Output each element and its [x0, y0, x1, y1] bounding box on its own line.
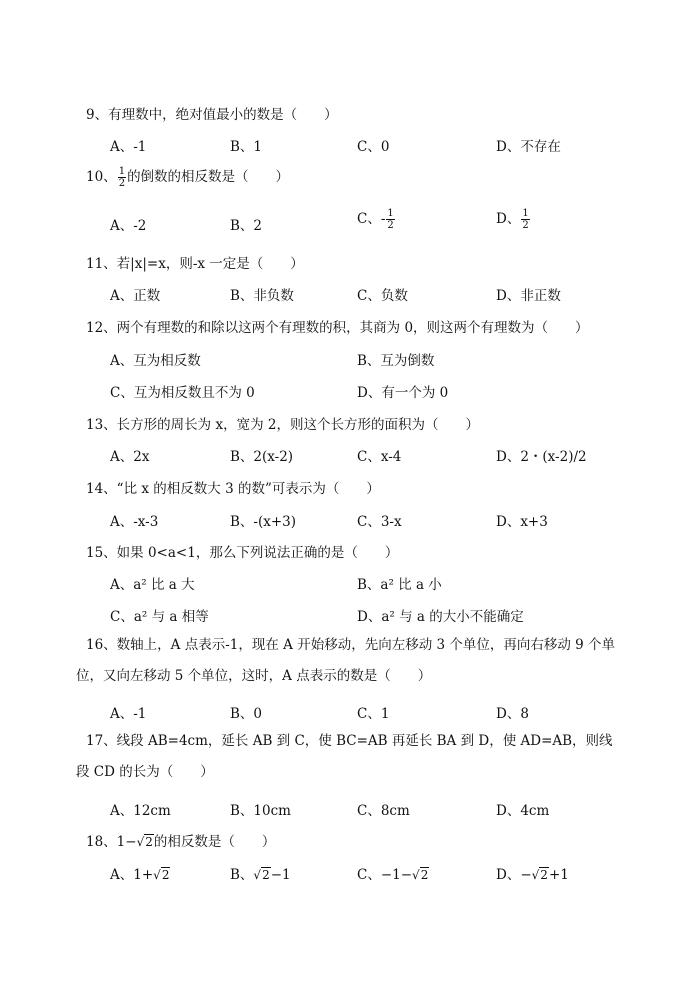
- q14-option-c: C、3-x: [357, 514, 402, 530]
- q17-option-a: A、12cm: [110, 803, 171, 819]
- question-16-stem: 16、数轴上，A 点表示-1，现在 A 开始移动，先向左移动 3 个单位，再向右移动 9 个单位，又向左移动 5 个单位，这时，A 点表示的数是（ ）: [76, 637, 616, 684]
- q12-option-a: A、互为相反数: [110, 353, 201, 369]
- q10-fraction: $\frac{1}{2}$: [118, 166, 126, 189]
- question-17-stem: 17、线段 AB=4cm，延长 AB 到 C，使 BC=AB 再延长 BA 到 D，使 AD=AB，则线段 CD 的长为（ ）: [76, 733, 613, 780]
- question-9-stem: 9、有理数中，绝对值最小的数是（ ）: [86, 107, 338, 123]
- question-14-stem: 14、“比 x 的相反数大 3 的数”可表示为（ ）: [86, 481, 380, 497]
- q14-option-d: D、x+3: [496, 514, 548, 530]
- q18-option-a: A、1+√2: [110, 867, 170, 883]
- q15-option-a: A、a² 比 a 大: [110, 577, 195, 593]
- q17-option-d: D、4cm: [496, 803, 550, 819]
- q10-option-c: C、- $\frac{1}{2}$: [357, 208, 394, 231]
- q16-option-c: C、1: [357, 706, 390, 722]
- q14-option-b: B、-(x+3): [230, 514, 297, 530]
- q10-option-b: B、2: [230, 218, 263, 234]
- q15-option-c: C、a² 与 a 相等: [110, 609, 209, 625]
- q9-option-a: A、-1: [110, 139, 147, 155]
- q13-option-d: D、2・(x-2)/2: [496, 449, 587, 465]
- q12-option-c: C、互为相反数且不为 0: [110, 385, 255, 401]
- q11-option-c: C、负数: [357, 288, 408, 304]
- question-15-stem: 15、如果 0<a<1，那么下列说法正确的是（ ）: [86, 545, 399, 561]
- sqrt-symbol: √2: [136, 835, 153, 849]
- q13-option-c: C、x-4: [357, 449, 402, 465]
- q13-option-b: B、2(x-2): [230, 449, 294, 465]
- q16-option-d: D、8: [496, 706, 529, 722]
- q18-option-d: D、−√2+1: [496, 867, 569, 883]
- q10-number: 10、: [86, 169, 117, 185]
- q11-option-a: A、正数: [110, 288, 161, 304]
- q17-option-b: B、10cm: [230, 803, 291, 819]
- question-12-stem: 12、两个有理数的和除以这两个有理数的积，其商为 0，则这两个有理数为（ ）: [86, 320, 589, 336]
- q9-option-b: B、1: [230, 139, 263, 155]
- q10-option-a: A、-2: [110, 218, 147, 234]
- q13-option-a: A、2x: [110, 449, 150, 465]
- q11-option-b: B、非负数: [230, 288, 294, 304]
- question-11-stem: 11、若|x|=x，则-x 一定是（ ）: [86, 256, 304, 272]
- q14-option-a: A、-x-3: [110, 514, 159, 530]
- question-13-stem: 13、长方形的周长为 x，宽为 2，则这个长方形的面积为（ ）: [86, 417, 479, 433]
- q18-option-c: C、−1−√2: [357, 867, 429, 883]
- q18-option-b: B、√2−1: [230, 867, 291, 883]
- q17-option-c: C、8cm: [357, 803, 410, 819]
- q10-option-d: D、 $\frac{1}{2}$: [496, 208, 529, 231]
- q9-option-c: C、0: [357, 139, 390, 155]
- q16-option-b: B、0: [230, 706, 263, 722]
- q9-option-d: D、不存在: [496, 139, 561, 155]
- question-10-stem: [86, 165, 289, 189]
- q15-option-b: B、a² 比 a 小: [357, 577, 442, 593]
- q11-option-d: D、非正数: [496, 288, 561, 304]
- q12-option-b: B、互为倒数: [357, 353, 435, 369]
- question-18-stem: 18、1−√2的相反数是（ ）: [86, 834, 276, 850]
- q15-option-d: D、a² 与 a 的大小不能确定: [357, 609, 524, 625]
- q16-option-a: A、-1: [110, 706, 147, 722]
- q12-option-d: D、有一个为 0: [357, 385, 449, 401]
- q10-stem-rest: 的倒数的相反数是（ ）: [127, 169, 290, 185]
